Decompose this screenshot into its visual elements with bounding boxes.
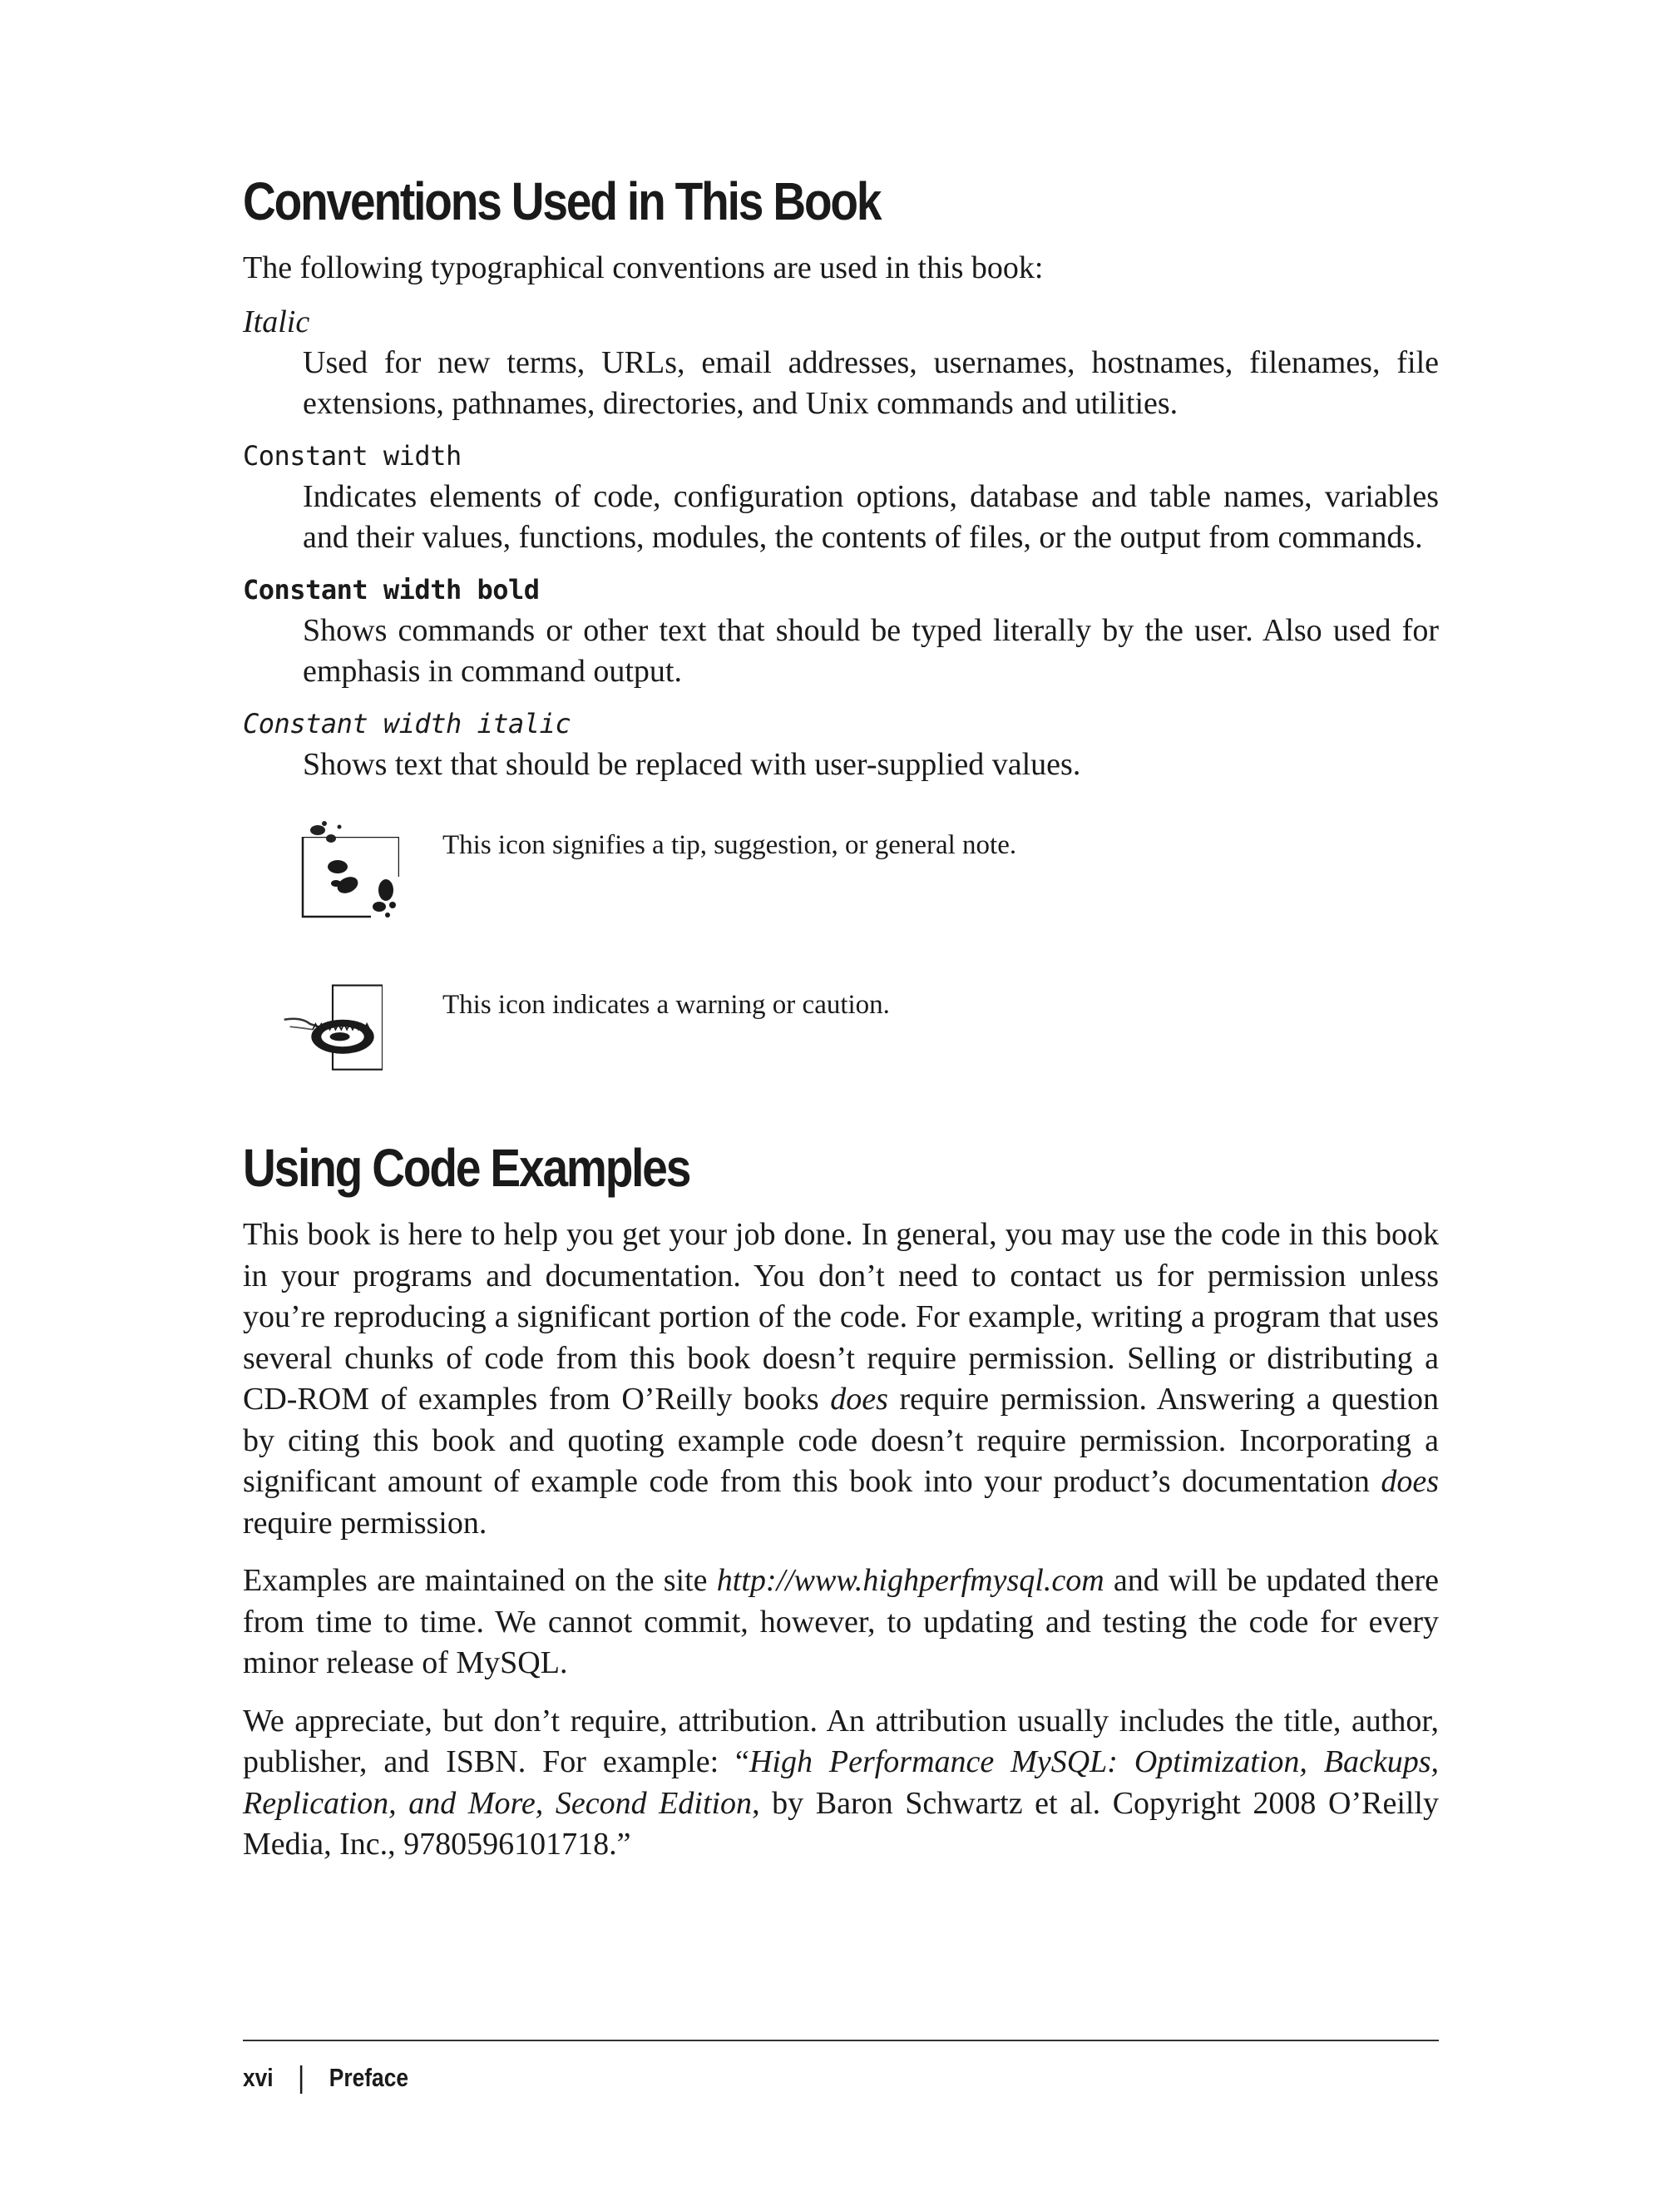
convention-term-constant-width-italic: Constant width italic [243, 707, 571, 739]
page-footer [243, 2040, 1439, 2092]
warning-icon [283, 978, 383, 1078]
conventions-intro: The following typographical conventions are used in this book: [243, 250, 1044, 285]
page-number: xvi [243, 2063, 274, 2092]
p1-text-e: require permission. [243, 1505, 487, 1541]
section-title-conventions: Conventions Used in This Book [243, 171, 881, 231]
footer-row [243, 2063, 408, 2094]
conventions-list [243, 301, 1439, 786]
examples-site-url[interactable]: http://www.highperfmysql.com [716, 1563, 1104, 1598]
footer-section-name: Preface [329, 2063, 409, 2092]
code-examples-paragraph-1 [243, 1214, 1439, 1544]
convention-term-italic: Italic [243, 304, 310, 339]
p3-text-a: We appreciate, but don’t require, attribution. An attribution usually includes the title, author, publisher, and ISBN. For example: “ [243, 1703, 1439, 1779]
p1-emphasis-does-1: does [830, 1382, 888, 1417]
p1-text-c: require permission. Answering a question by citing this book and quoting example code doesn’t require permission. Incorporating a significant amount of example code from this book into your product’s documentation [243, 1382, 1439, 1499]
convention-desc-constant-width-italic: Shows text that should be replaced with user-supplied values. [303, 746, 1081, 782]
section-title-code-examples: Using Code Examples [243, 1138, 690, 1198]
convention-term-constant-width: Constant width [243, 439, 462, 472]
p2-text-a: Examples are maintained on the site [243, 1563, 717, 1598]
p1-text-a: This book is here to help you get your job done. In general, you may use the code in this book in your programs and documentation. You don’t need to contact us for permission unless you’re reproducing a significant portion of the code. For example, writing a program that uses several chunks of code from this book doesn’t require permission. Selling or distributing a CD-ROM of examples from O’Reilly books [243, 1217, 1439, 1417]
page-content [243, 166, 1439, 1866]
tip-note [243, 810, 1439, 952]
convention-desc-constant-width: Indicates elements of code, configuration options, database and table names, variables and their values, functions, modules, the contents of files, or the output from commands. [303, 478, 1439, 555]
tip-note-text: This icon signifies a tip, suggestion, or general note. [442, 830, 1017, 860]
p3-text-b: , by Baron Schwartz et al. Copyright 2008 O’Reilly Media, Inc., 9780596101718.” [243, 1785, 1439, 1862]
p1-emphasis-does-2: does [1381, 1464, 1439, 1499]
convention-term-constant-width-bold: Constant width bold [243, 573, 540, 606]
code-examples-paragraph-3 [243, 1701, 1439, 1866]
footer-separator [300, 2065, 303, 2094]
tip-icon [299, 819, 399, 918]
convention-desc-italic: Used for new terms, URLs, email addresses, usernames, hostnames, filenames, file extensions, pathnames, directories, and Unix commands and utilities. [303, 344, 1439, 421]
warning-note [243, 970, 1439, 1103]
book-title-citation: High Performance MySQL: Optimization, Backups, Replication, and More, Second Edition [243, 1744, 1439, 1821]
p2-text-b: and will be updated there from time to time. We cannot commit, however, to updating and testing the code for every minor release of MySQL. [243, 1563, 1439, 1680]
convention-desc-constant-width-bold: Shows commands or other text that should be typed literally by the user. Also used for emphasis in command output. [303, 612, 1439, 689]
warning-note-text: This icon indicates a warning or caution. [442, 990, 890, 1020]
code-examples-paragraph-2 [243, 1561, 1439, 1684]
